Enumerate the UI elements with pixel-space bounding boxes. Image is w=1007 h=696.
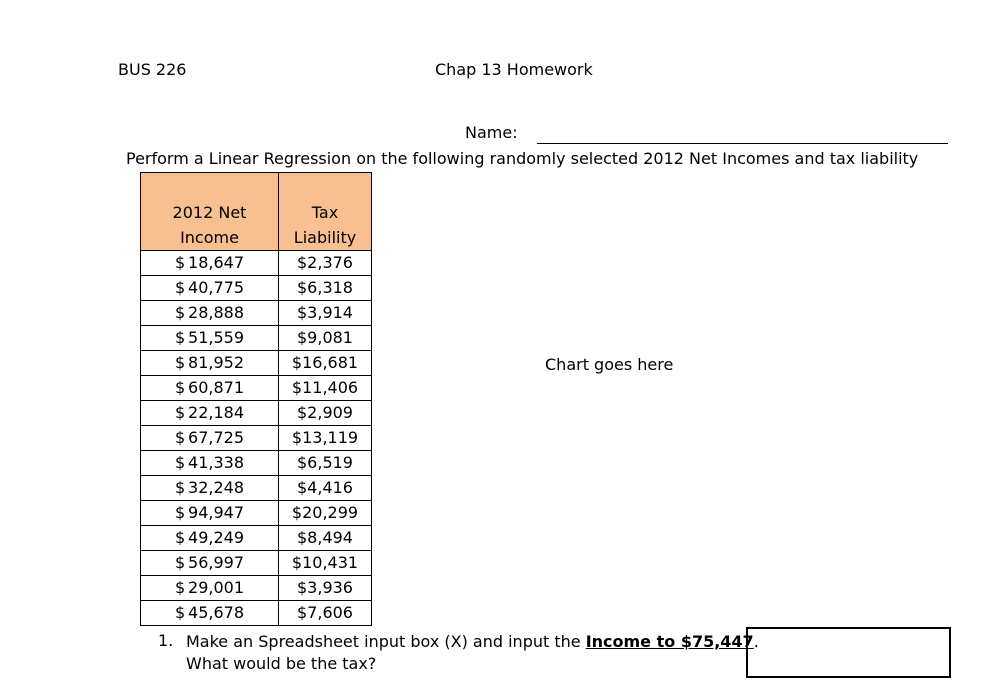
- income-currency: $: [175, 478, 186, 497]
- income-value: 67,725: [188, 428, 244, 447]
- income-cell: [141, 601, 279, 626]
- tax-cell: $20,299: [279, 501, 372, 526]
- chart-placeholder: Chart goes here: [545, 355, 674, 374]
- income-currency: $: [175, 553, 186, 572]
- income-currency: $: [175, 328, 186, 347]
- answer-box[interactable]: [746, 627, 951, 678]
- header-tax-liability-line1: Tax: [311, 203, 339, 222]
- income-cell: [141, 451, 279, 476]
- income-cell: [141, 351, 279, 376]
- income-currency: $: [175, 503, 186, 522]
- income-value: 49,249: [188, 528, 244, 547]
- income-cell: [141, 526, 279, 551]
- income-currency: $: [175, 253, 186, 272]
- table-row: [141, 426, 372, 451]
- income-currency: $: [175, 353, 186, 372]
- income-currency: $: [175, 603, 186, 622]
- tax-cell: $4,416: [279, 476, 372, 501]
- income-value: 94,947: [188, 503, 244, 522]
- table-body: [141, 251, 372, 626]
- tax-cell: $3,914: [279, 301, 372, 326]
- income-value: 56,997: [188, 553, 244, 572]
- income-cell: [141, 276, 279, 301]
- income-value: 41,338: [188, 453, 244, 472]
- document-title: Chap 13 Homework: [435, 60, 593, 79]
- table-row: [141, 501, 372, 526]
- name-label: Name:: [465, 123, 518, 142]
- income-value: 45,678: [188, 603, 244, 622]
- income-value: 51,559: [188, 328, 244, 347]
- income-currency: $: [175, 528, 186, 547]
- income-currency: $: [175, 453, 186, 472]
- instructions-text: Perform a Linear Regression on the following randomly selected 2012 Net Incomes and tax liability: [126, 149, 919, 168]
- table-row: [141, 401, 372, 426]
- tax-cell: $2,376: [279, 251, 372, 276]
- header-net-income: [141, 173, 279, 251]
- income-cell: [141, 326, 279, 351]
- table-row: [141, 526, 372, 551]
- table-row: [141, 351, 372, 376]
- tax-cell: $3,936: [279, 576, 372, 601]
- income-cell: [141, 426, 279, 451]
- tax-cell: $6,519: [279, 451, 372, 476]
- tax-cell: $6,318: [279, 276, 372, 301]
- income-currency: $: [175, 403, 186, 422]
- income-currency: $: [175, 278, 186, 297]
- income-value: 40,775: [188, 278, 244, 297]
- income-currency: $: [175, 578, 186, 597]
- header-tax-liability-line2: Liability: [293, 228, 357, 247]
- income-cell: [141, 251, 279, 276]
- income-cell: [141, 551, 279, 576]
- header-net-income-line1: 2012 Net: [172, 203, 247, 222]
- income-value: 60,871: [188, 378, 244, 397]
- income-value: 22,184: [188, 403, 244, 422]
- income-tax-table: [140, 172, 372, 626]
- table-row: [141, 451, 372, 476]
- tax-cell: $8,494: [279, 526, 372, 551]
- income-currency: $: [175, 428, 186, 447]
- name-blank-line[interactable]: [537, 143, 948, 144]
- income-value: 28,888: [188, 303, 244, 322]
- table-row: [141, 276, 372, 301]
- table-row: [141, 326, 372, 351]
- income-value: 29,001: [188, 578, 244, 597]
- tax-cell: $11,406: [279, 376, 372, 401]
- question-text-after: .: [753, 632, 759, 651]
- table-row: [141, 376, 372, 401]
- tax-cell: $13,119: [279, 426, 372, 451]
- table-row: [141, 301, 372, 326]
- income-currency: $: [175, 378, 186, 397]
- income-cell: [141, 301, 279, 326]
- table-row: [141, 251, 372, 276]
- income-value: 32,248: [188, 478, 244, 497]
- header-net-income-line2: Income: [180, 228, 239, 247]
- income-cell: [141, 576, 279, 601]
- table-row: [141, 601, 372, 626]
- table-row: [141, 551, 372, 576]
- course-code: BUS 226: [118, 60, 187, 79]
- header-tax-liability: [279, 173, 372, 251]
- tax-cell: $16,681: [279, 351, 372, 376]
- income-currency: $: [175, 303, 186, 322]
- income-value: 81,952: [188, 353, 244, 372]
- income-cell: [141, 476, 279, 501]
- income-value: 18,647: [188, 253, 244, 272]
- tax-cell: $7,606: [279, 601, 372, 626]
- question-text: [186, 631, 759, 675]
- question-emphasis: Income to $75,447: [585, 632, 754, 651]
- table-row: [141, 576, 372, 601]
- table-row: [141, 476, 372, 501]
- question-text-before: Make an Spreadsheet input box (X) and input the: [186, 632, 586, 651]
- income-cell: [141, 376, 279, 401]
- income-cell: [141, 501, 279, 526]
- tax-cell: $2,909: [279, 401, 372, 426]
- tax-cell: $9,081: [279, 326, 372, 351]
- table-header-row: [141, 173, 372, 251]
- question-line2: What would be the tax?: [186, 654, 377, 673]
- income-cell: [141, 401, 279, 426]
- tax-cell: $10,431: [279, 551, 372, 576]
- question-number: 1.: [158, 631, 174, 650]
